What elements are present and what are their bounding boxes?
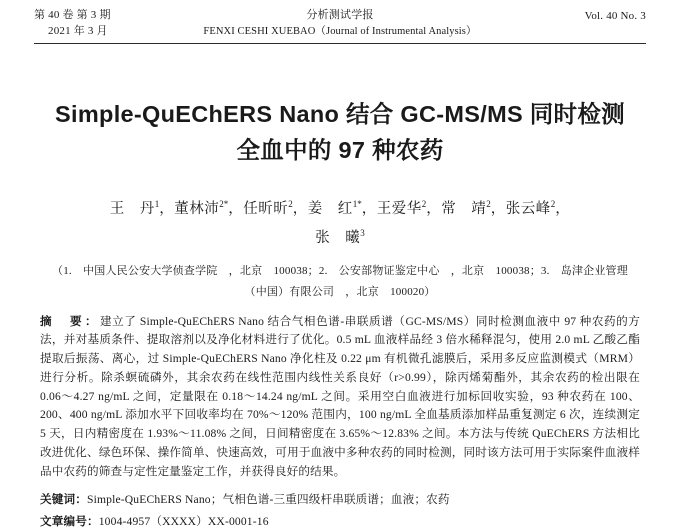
running-head: [34, 8, 646, 40]
running-head-center: [184, 8, 496, 39]
abstract-text: 建立了 Simple-QuEChERS Nano 结合气相色谱-串联质谱（GC-MS/MS）同时检测血液中 97 种农药的方法，并对基质条件、提取溶剂以及净化材料进行了优化。0.5 mL 血液样品经 3 倍水稀释混匀，使用 2.0 mL 乙酸乙酯提取后振荡、离心，过 Simple-QuEChERS Nano 净化柱及 0.22 μm 有机微孔滤膜后，采用多反应监测模式（MRM）进行分析。除杀螟硫磷外，其余农药在线性范围内线性关系良好（r>0.99），除丙烯菊酯外，其余农药的检出限在 0.06～4.27 ng/mL 之间，定量限在 0.18～14.24 ng/mL 之间。采用空白血液进行加标回收实验，93 种农药在 100、200、400 ng/mL 添加水平下回收率均在 70%～120% 范围内，100 ng/mL 全血基质添加样品重复测定 6 次，连续测定 5 天，日内精密度在 1.93%～11.08% 之间，日间精密度在 3.65%～12.83% 之间。本方法与传统 QuEChERS 方法相比改进优化、绿色环保、操作简单、快速高效，可用于血液中多种农药的同时检测，同时该方法可用于实际案件血液样品中农药的筛查与定性定量鉴定工作，并获得良好的结果。: [40, 314, 640, 478]
volume-issue: 第 40 卷 第 3 期: [34, 9, 111, 21]
author-line-2: 张 曦$^3$: [315, 227, 365, 246]
article-title: [34, 96, 646, 169]
affiliations: [34, 261, 646, 303]
abstract-label: 摘 要：: [40, 314, 100, 328]
journal-title-en: FENXI CESHI XUEBAO（Journal of Instrumental Analysis）: [203, 25, 477, 37]
keywords-label: 关键词：: [40, 492, 87, 506]
author-list: [34, 195, 646, 253]
article-title-line1: Simple-QuEChERS Nano 结合 GC-MS/MS 同时检测: [55, 100, 625, 127]
author-line-1: 王 丹$^1$，董林沛$^{2*}$，任昕昕$^2$，姜 红$^{1*}$，王爱华$^2$，常 靖$^2$，张云峰$^2$，: [109, 198, 571, 217]
document-number: [34, 512, 646, 532]
running-head-left: [34, 8, 184, 40]
abstract: [34, 313, 646, 482]
header-divider: [34, 43, 646, 44]
volume-issue-en: Vol. 40 No. 3: [584, 10, 646, 22]
publication-date: 2021 年 3 月: [48, 24, 108, 37]
journal-title-cn: 分析测试学报: [306, 9, 374, 21]
document-number-label: 文章编号：: [40, 515, 99, 529]
keywords: [34, 490, 646, 510]
keywords-text: Simple-QuEChERS Nano；气相色谱-三重四级杆串联质谱；血液；农药: [86, 492, 450, 506]
affiliation-line-1: （1. 中国人民公安大学侦查学院 ，北京 100038；2. 公安部物证鉴定中心 ，北京 100038；3. 岛津企业管理: [52, 264, 628, 277]
article-title-line2: 全血中的 97 种农药: [236, 137, 444, 164]
affiliation-line-2: （中国）有限公司 ，北京 100020）: [244, 285, 436, 298]
document-number-text: 1004-4957（XXXX）XX-0001-16: [98, 515, 269, 529]
